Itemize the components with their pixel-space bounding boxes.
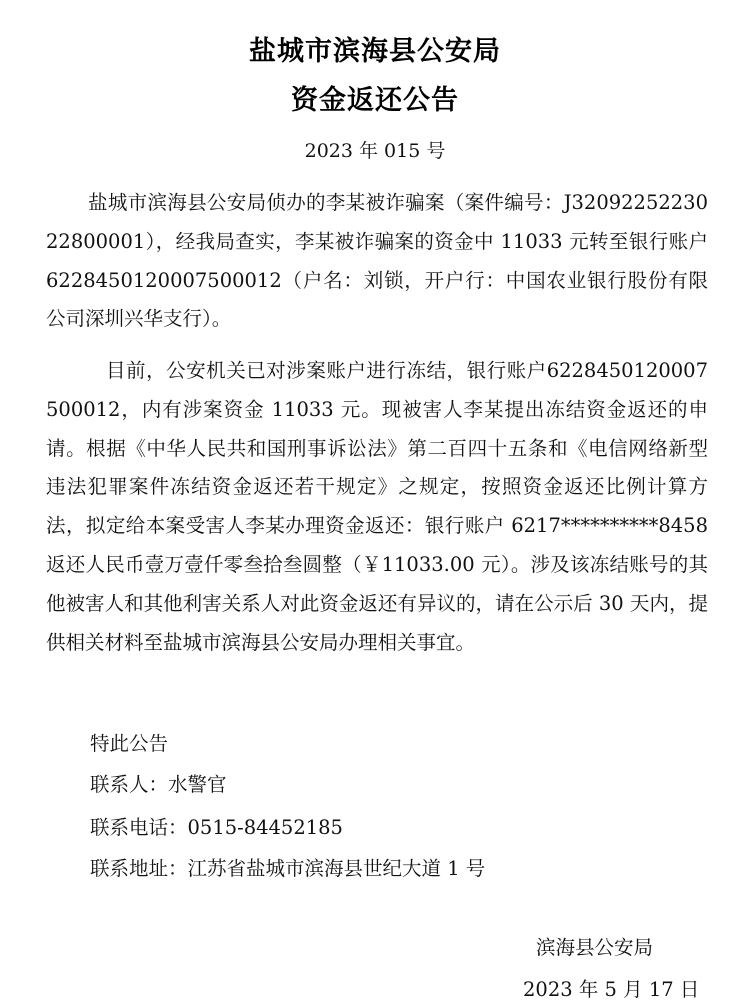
body-paragraph-refund: 目前，公安机关已对涉案账户进行冻结，银行账户6228450120007500012，内有涉案资金 11033 元。现被害人李某提出冻结资金返还的申请。根据《中华人民共和国刑事诉讼法》第二百四十五条和《电信网络新型违法犯罪案件冻结资金返还若干规定》之规定，按照资金返还比例计算方法，拟定给本案受害人李某办理资金返还：银行账户 6217**********8458 返还人民币壹万壹仟零叁拾叁圆整（￥11033.00 元）。涉及该冻结账号的其他被害人和其他利害关系人对此资金返还有异议的，请在公示后 30 天内，提供相关材料至盐城市滨海县公安局办理相关事宜。 [46,359,708,654]
document-title-agency: 盐城市滨海县公安局 [249,36,501,67]
signature-date: 2023 年 5 月 17 日 [523,978,700,1001]
body-paragraph-case: 盐城市滨海县公安局侦办的李某被诈骗案（案件编号：J3209225223022800001），经我局查实，李某被诈骗案的资金中 11033 元转至银行账户 6228450120007500012（户名：刘锁，开户行：中国农业银行股份有限公司深圳兴华支行）。 [46,191,708,331]
contact-person: 联系人：水警官 [90,773,227,796]
signature-organization: 滨海县公安局 [536,936,654,959]
contact-phone: 联系电话：0515-84452185 [90,816,343,839]
document-title-subject: 资金返还公告 [291,85,459,116]
contact-address: 联系地址：江苏省盐城市滨海县世纪大道 1 号 [90,857,486,880]
document-number: 2023 年 015 号 [304,140,446,162]
closing-remark: 特此公告 [90,732,169,755]
